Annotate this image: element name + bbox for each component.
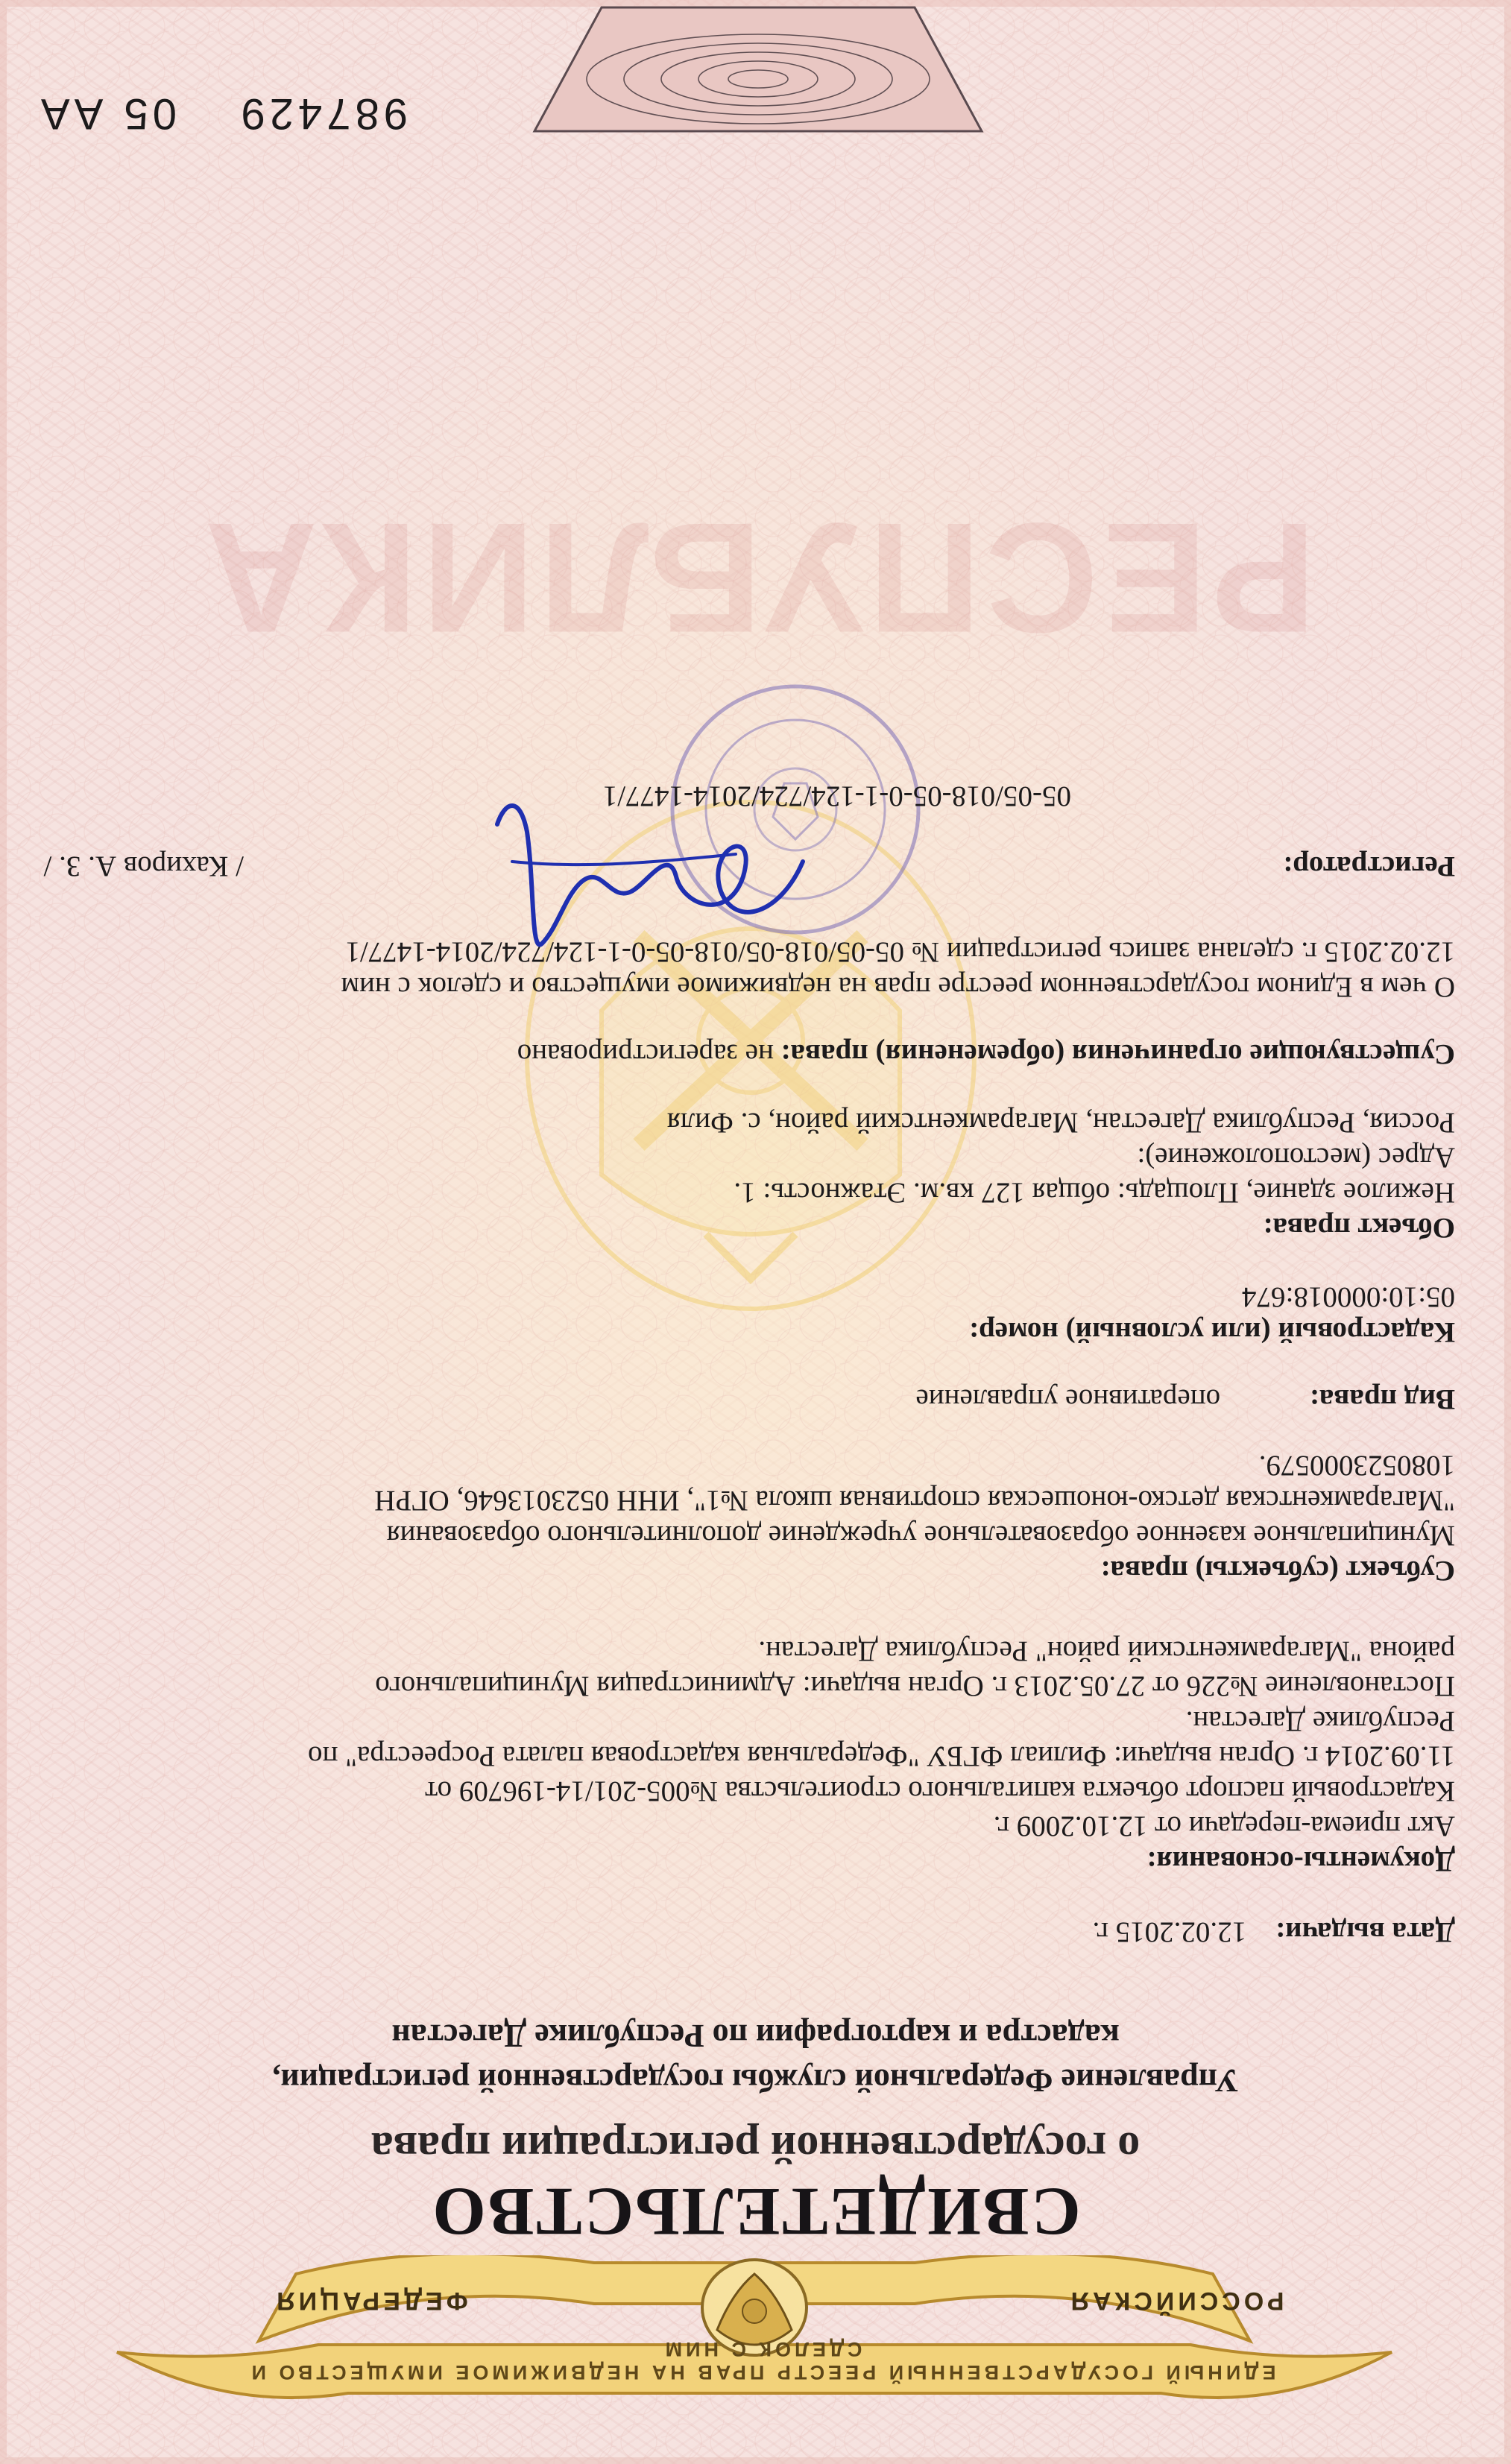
certificate-subtitle: о государственной регистрации права	[370, 2123, 1141, 2173]
ribbon-right-text: ФЕДЕРАЦИЯ	[273, 2287, 468, 2315]
issue-date-label: Дата выдачи:	[1275, 1916, 1455, 1948]
documents-line: 11.09.2014 г. Орган выдачи: Филиал ФГБУ "Федеральная кадастровая палата Росреестра" по	[307, 1740, 1455, 1772]
object-line: Адрес (местоположение):	[1137, 1142, 1455, 1174]
form-series: 05 АА	[37, 89, 177, 138]
registrar-label: Регистратор:	[1283, 850, 1455, 882]
documents-line: Республике Дагестан.	[1185, 1705, 1455, 1737]
cadastral-value: 05:10:000018:674	[1241, 1281, 1455, 1313]
object-label: Объект права:	[1263, 1212, 1455, 1244]
restrictions-value: не зарегистрировано	[517, 1038, 774, 1070]
right-type-label: Вид права:	[1309, 1383, 1455, 1415]
subject-line: 1080523000579.	[1258, 1450, 1455, 1482]
record-number: 05-05/018-05-0-1-124/724/2014-1477/1	[602, 780, 1071, 812]
ribbon-left-text: РОССИЙСКАЯ	[1067, 2287, 1284, 2315]
watermark-text: РЕСПУБЛИКА	[200, 490, 1316, 666]
cadastral-label: Кадастровый (или условный) номер:	[969, 1316, 1455, 1348]
documents-label: Документы-основания:	[1146, 1845, 1455, 1877]
subject-label: Субъект (субъекты) права:	[1100, 1555, 1455, 1587]
agency-line-2: кадастра и картографии по Республике Дагестан	[391, 2018, 1120, 2054]
right-type	[915, 1382, 1455, 1417]
certificate-title: СВИДЕТЕЛЬСТВО	[430, 2174, 1081, 2250]
documents-line: Акт приема-передачи от 12.10.2009 г.	[993, 1810, 1455, 1842]
registry-banner-text: ЕДИНЫЙ ГОСУДАРСТВЕННЫЙ РЕЕСТР ПРАВ НА НЕДВИЖИМОЕ ИМУЩЕСТВО И СДЕЛОК С НИМ	[247, 2338, 1276, 2384]
form-number: 987429	[236, 89, 408, 138]
documents-line: Постановление №226 от 27.05.2013 г. Орган выдачи: Администрация Муниципального	[375, 1670, 1455, 1702]
registry-line: 12.02.2015 г. сделана запись регистрации № 05-05/018-05/018-05-0-1-124/724/2014-1477/1	[345, 936, 1455, 968]
registrar-name: / Кахиров А. З. /	[43, 850, 244, 882]
agency-line-1: Управление Федеральной службы государственной регистрации,	[272, 2062, 1239, 2099]
subject-line: Муниципальное казенное образовательное учреждение дополнительного образования	[386, 1520, 1455, 1552]
subject-line: "Магарамкентская детско-юношеская спортивная школа №1", ИНН 0523013646, ОГРН	[374, 1485, 1455, 1517]
restrictions-label: Существующие ограничения (обременения) права:	[780, 1038, 1455, 1070]
issue-date-value: 12.02.2015 г.	[1092, 1916, 1247, 1948]
restrictions	[517, 1037, 1455, 1072]
documents-line: района "Магарамкентский район" Республика Дагестан.	[758, 1635, 1455, 1667]
registry-line: О чем в Едином государственном реестре прав на недвижимое имущество и сделок с ним	[341, 971, 1455, 1003]
documents-line: Кадастровый паспорт объекта капитального строительства №005-201/14-196709 от	[425, 1775, 1455, 1807]
right-type-value: оперативное управление	[915, 1383, 1221, 1415]
object-line: Россия, Республика Дагестан, Магарамкентский район, с. Филя	[666, 1107, 1455, 1139]
security-guilloche-seal	[527, 0, 989, 139]
object-line: Нежилое здание, Площадь: общая 127 кв.м. Этажность: 1.	[734, 1177, 1455, 1209]
issue-date	[1093, 1915, 1455, 1950]
